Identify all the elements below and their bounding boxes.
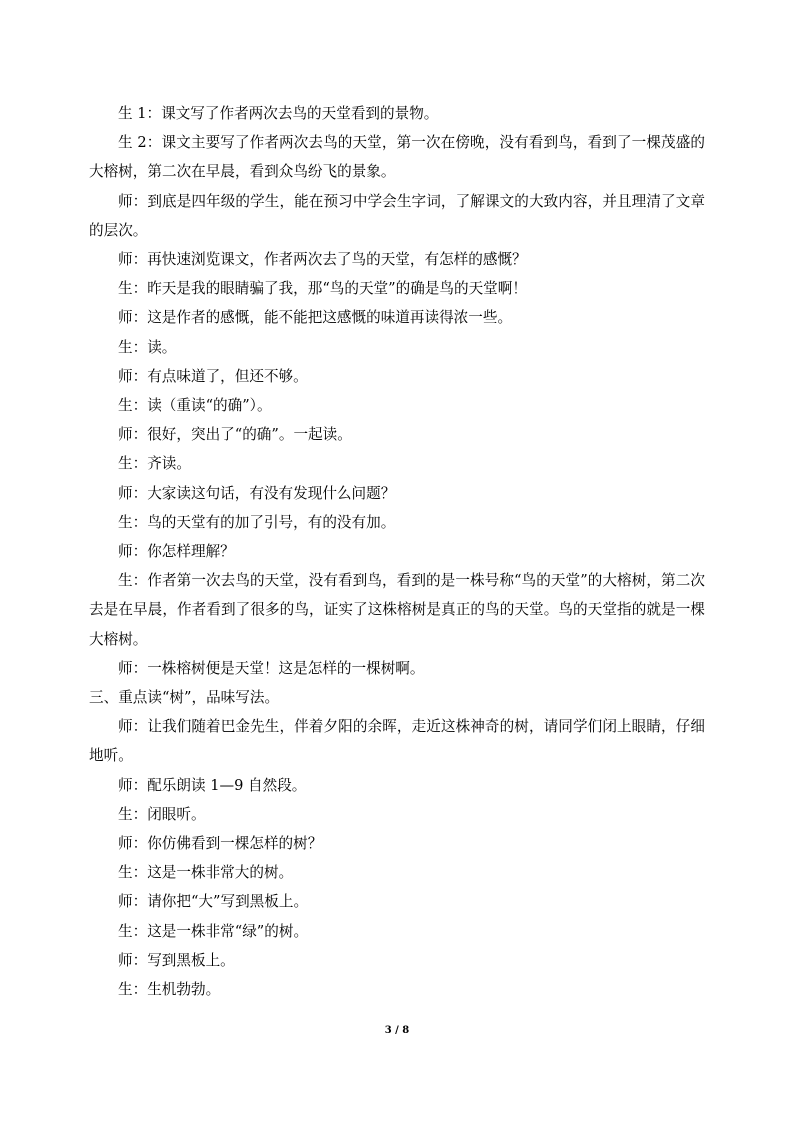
- paragraph: 生：齐读。: [118, 455, 191, 473]
- paragraph: 师：请你把“大”写到黑板上。: [118, 893, 309, 911]
- section-heading: 三、重点读“树”，品味写法。: [89, 689, 280, 707]
- page-number: 3 / 8: [384, 1025, 410, 1036]
- paragraph: 生：昨天是我的眼睛骗了我，那“鸟的天堂”的确是鸟的天堂啊！: [118, 280, 527, 298]
- paragraph: 师：配乐朗读 1—9 自然段。: [118, 776, 307, 794]
- paragraph: 师：有点味道了，但还不够。: [118, 367, 308, 385]
- paragraph: 师：你仿佛看到一棵怎样的树？: [118, 835, 323, 853]
- paragraph: 生：读。: [118, 338, 177, 356]
- paragraph: 生：鸟的天堂有的加了引号，有的没有加。: [118, 513, 396, 531]
- paragraph: 师：到底是四年级的学生，能在预习中学会生字词，了解课文的大致内容，并且理清了文章的层次。: [89, 192, 705, 239]
- paragraph: 生：作者第一次去鸟的天堂，没有看到鸟，看到的是一株号称“鸟的天堂”的大榕树，第二次去是在早晨，作者看到了很多的鸟，证实了这株榕树是真正的鸟的天堂。鸟的天堂指的就是一棵大榕树。: [89, 572, 705, 648]
- paragraph: 师：这是作者的感慨，能不能把这感慨的味道再读得浓一些。: [118, 309, 513, 327]
- paragraph: 生：这是一株非常大的树。: [118, 864, 294, 882]
- paragraph: 师：写到黑板上。: [118, 951, 235, 969]
- paragraph: 生：闭眼听。: [118, 805, 206, 823]
- paragraph: 师：再快速浏览课文，作者两次去了鸟的天堂，有怎样的感慨？: [118, 251, 527, 269]
- paragraph: 生 2：课文主要写了作者两次去鸟的天堂，第一次在傍晚，没有看到鸟，看到了一棵茂盛的大榕树，第二次在早晨，看到众鸟纷飞的景象。: [89, 134, 705, 181]
- paragraph: 师：一株榕树便是天堂！这是怎样的一棵树啊。: [118, 659, 425, 677]
- paragraph: 生：生机勃勃。: [118, 981, 221, 999]
- paragraph: 生：读（重读“的确”）。: [118, 397, 272, 415]
- paragraph: 生：这是一株非常“绿”的树。: [118, 922, 309, 940]
- paragraph: 生 1：课文写了作者两次去鸟的天堂看到的景物。: [118, 105, 439, 122]
- paragraph: 师：你怎样理解？: [118, 543, 235, 561]
- document-body: [89, 99, 705, 1004]
- paragraph: 师：让我们随着巴金先生，伴着夕阳的余晖，走近这株神奇的树，请同学们闭上眼睛，仔细地听。: [89, 718, 705, 765]
- paragraph: 师：很好，突出了“的确”。一起读。: [118, 426, 352, 444]
- paragraph: 师：大家读这句话，有没有发现什么问题？: [118, 484, 396, 502]
